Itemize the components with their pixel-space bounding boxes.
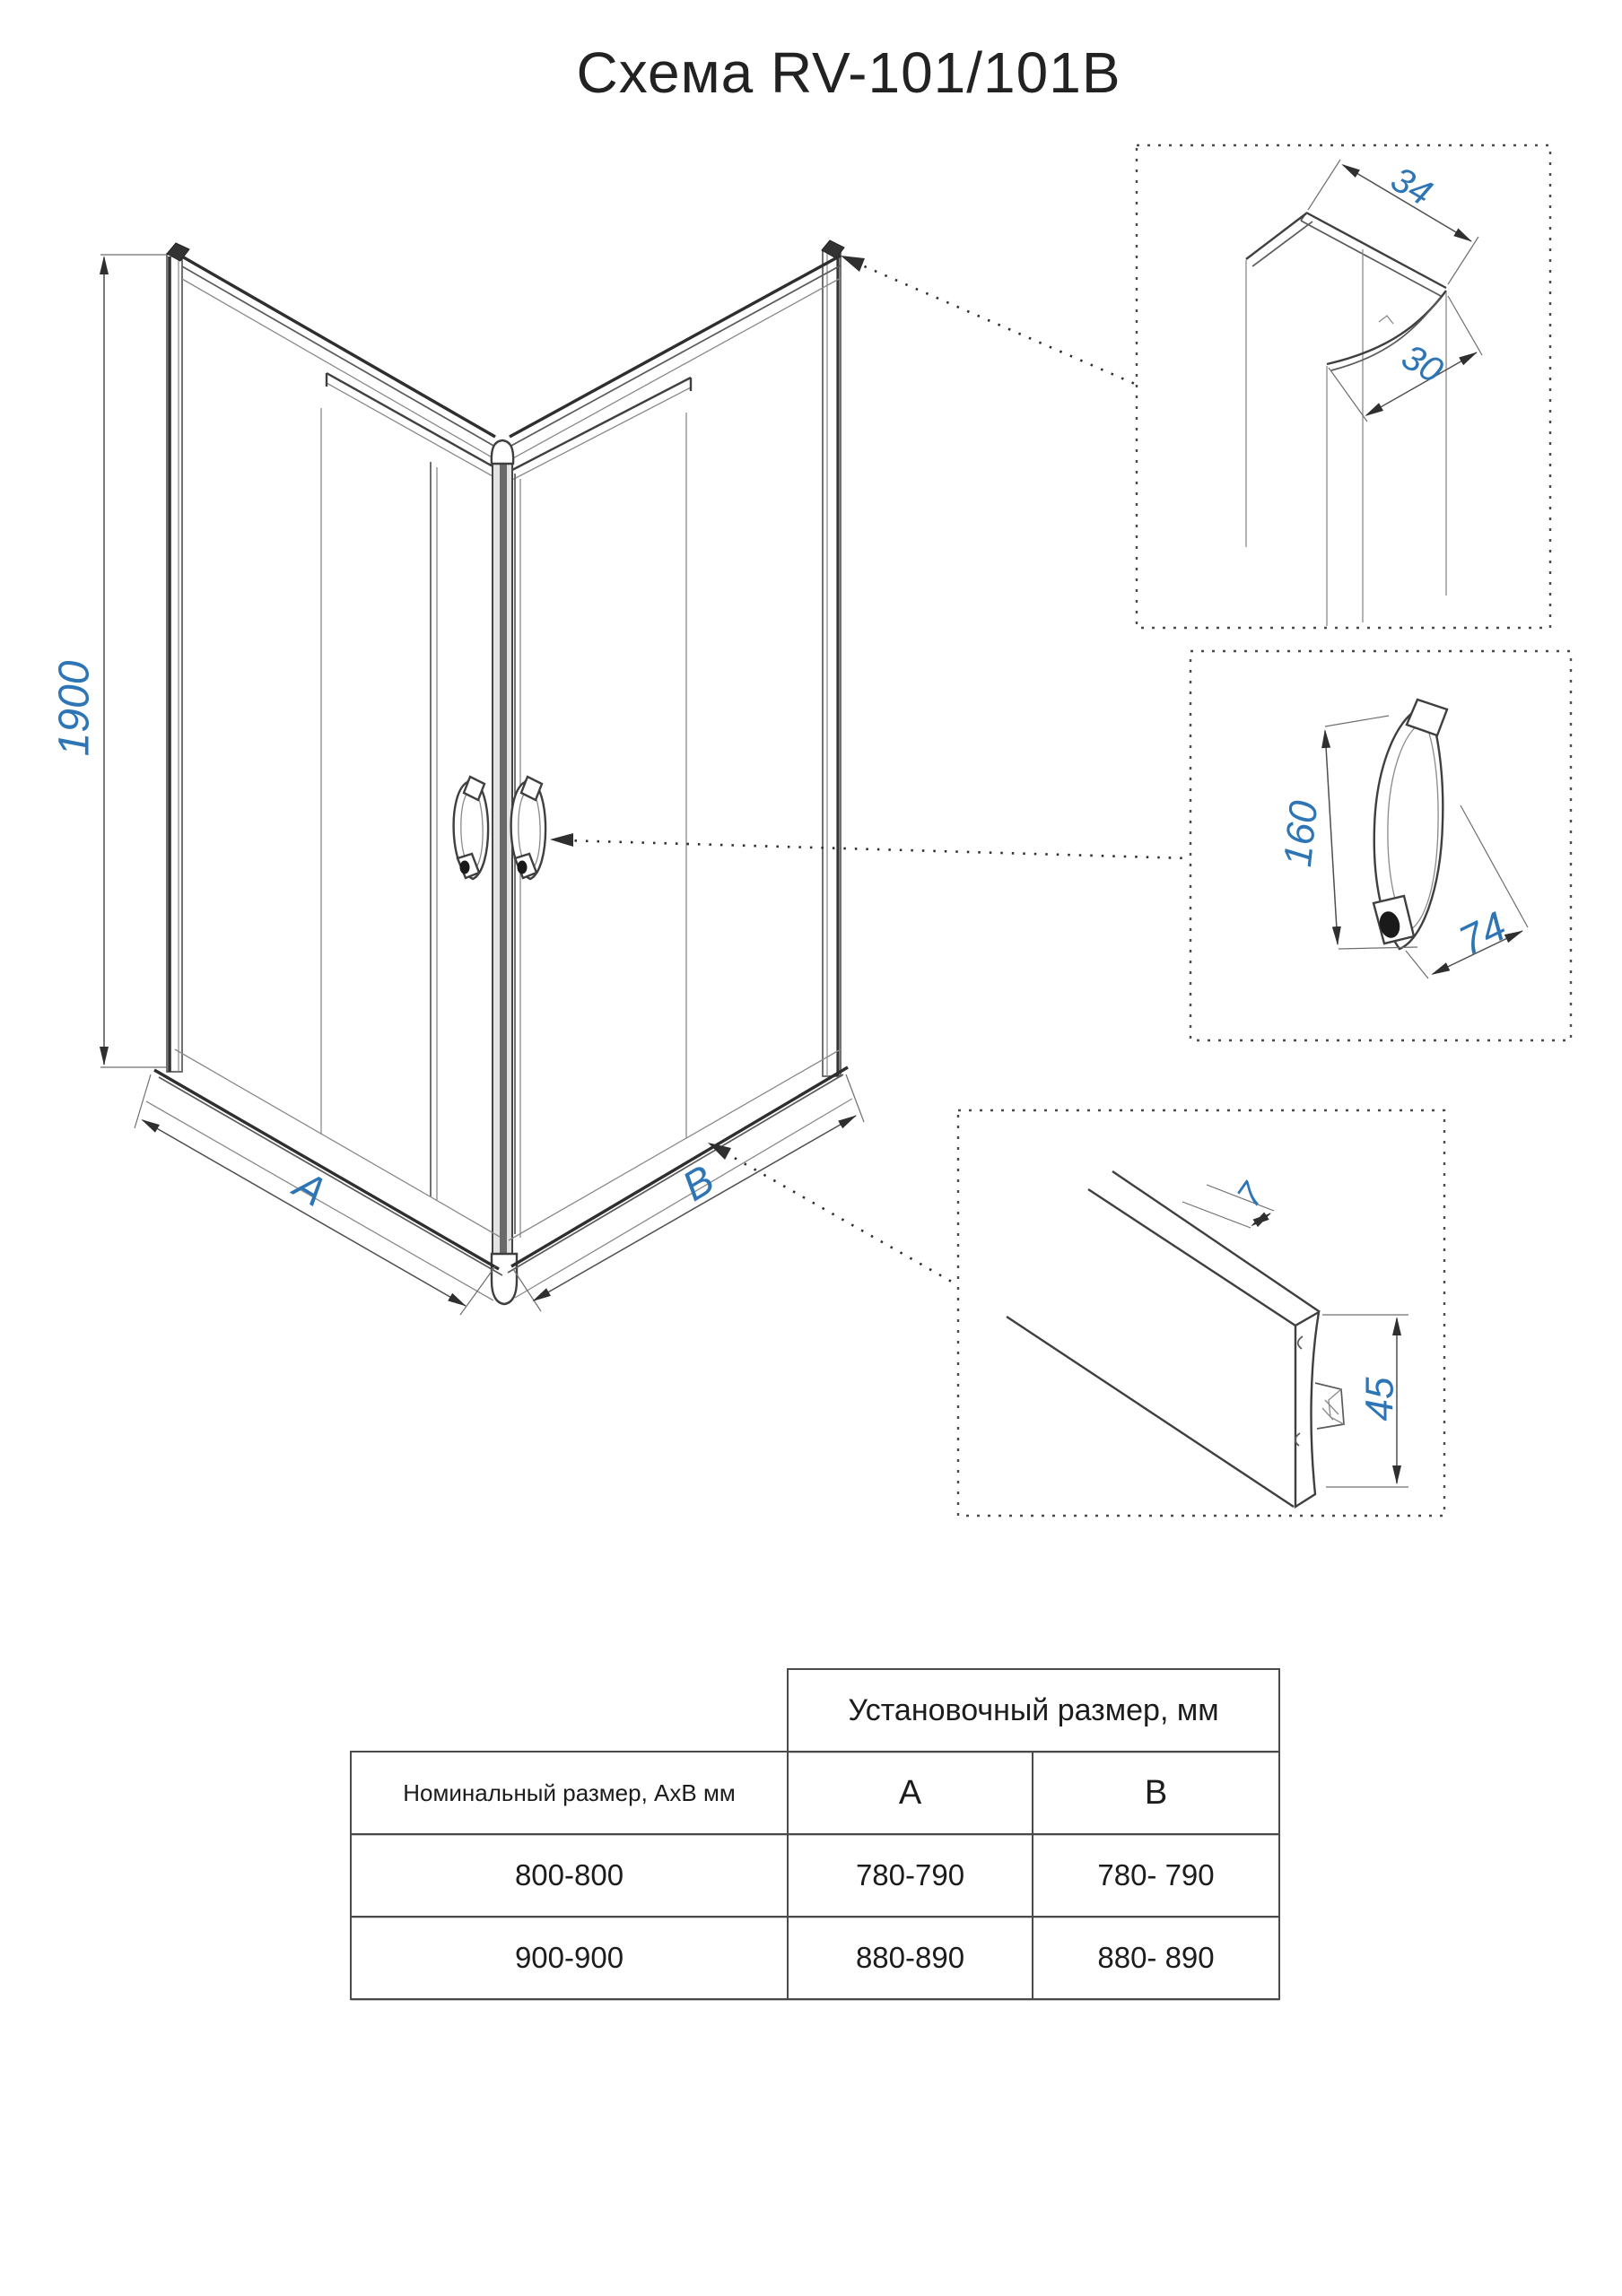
table-row bbox=[351, 1917, 1279, 1999]
right-door-handle bbox=[511, 777, 545, 879]
corner-profile-drawing bbox=[1246, 213, 1446, 626]
table-row-column-headers bbox=[351, 1752, 1279, 1834]
bottom-rail-detail bbox=[958, 1110, 1444, 1516]
handle-detail-drawing bbox=[1373, 700, 1447, 949]
table-cell-empty bbox=[351, 1669, 788, 1752]
table-row bbox=[351, 1834, 1279, 1917]
nominal-size-header: Номинальный размер, АхВ мм bbox=[351, 1752, 788, 1834]
column-header-b: В bbox=[1033, 1752, 1279, 1834]
install-b-value: 780- 790 bbox=[1033, 1834, 1279, 1917]
left-door-handle bbox=[454, 777, 488, 879]
column-header-a: А bbox=[788, 1752, 1033, 1834]
profile-width-label: 34 bbox=[1383, 159, 1439, 214]
table-row-install-header bbox=[351, 1669, 1279, 1752]
bottom-rail-drawing bbox=[1007, 1171, 1344, 1507]
nominal-size-value: 900-900 bbox=[351, 1917, 788, 1999]
corner-cap-bottom bbox=[492, 1254, 517, 1304]
corner-profile-detail bbox=[1137, 145, 1550, 628]
left-wall-post bbox=[167, 243, 189, 1072]
height-dimension-label: 1900 bbox=[50, 660, 99, 757]
width-a-label: A bbox=[286, 1161, 335, 1215]
profile-depth-label: 30 bbox=[1394, 336, 1450, 392]
rail-dim-45 bbox=[1322, 1315, 1408, 1487]
handle-width-label: 74 bbox=[1451, 901, 1513, 965]
nominal-size-value: 800-800 bbox=[351, 1834, 788, 1917]
page-title: Схема RV-101/101B bbox=[576, 40, 1121, 105]
size-table bbox=[350, 1668, 1280, 2000]
depth-b-dimension bbox=[513, 1074, 864, 1311]
install-a-value: 880-890 bbox=[788, 1917, 1033, 1999]
enclosure-drawing bbox=[146, 240, 852, 1304]
install-size-header: Установочный размер, мм bbox=[788, 1669, 1279, 1752]
rail-thickness-label: 7 bbox=[1230, 1177, 1272, 1214]
corner-cap-top bbox=[492, 440, 513, 464]
height-dimension bbox=[51, 255, 167, 1067]
handle-detail bbox=[1190, 651, 1571, 1040]
rail-dim-7 bbox=[1182, 1176, 1274, 1228]
install-a-value: 780-790 bbox=[788, 1834, 1033, 1917]
install-b-value: 880- 890 bbox=[1033, 1917, 1279, 1999]
rail-height-label: 45 bbox=[1357, 1377, 1402, 1422]
profile-dim-34 bbox=[1308, 160, 1478, 284]
handle-height-label: 160 bbox=[1275, 798, 1327, 869]
right-wall-post bbox=[822, 240, 844, 1076]
depth-b-label: B bbox=[674, 1155, 722, 1210]
detail-leaders bbox=[550, 256, 1189, 1284]
width-a-dimension bbox=[135, 1074, 495, 1315]
center-corner-post bbox=[492, 440, 517, 1304]
profile-dim-30 bbox=[1329, 296, 1482, 422]
